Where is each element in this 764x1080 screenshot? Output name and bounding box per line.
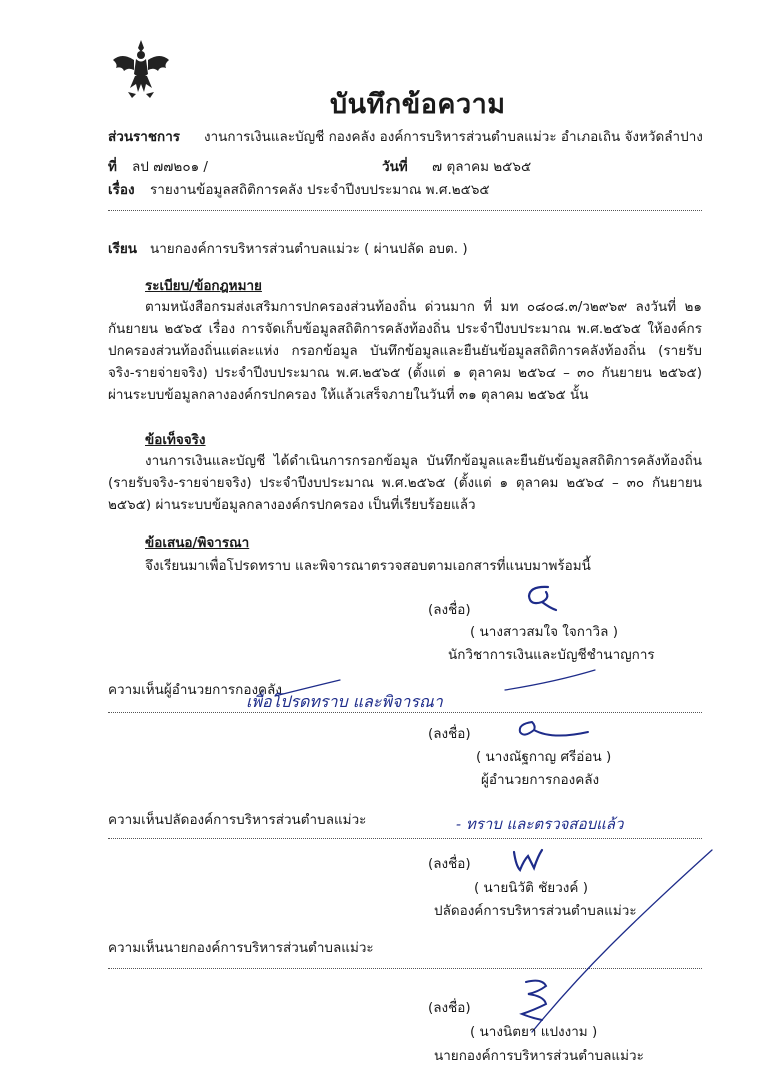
opinion-label-1: ความเห็นผู้อำนวยการกองคลัง — [108, 682, 282, 698]
signer-name-2: ( นางณัฐกาญ ศรีอ่อน ) — [476, 749, 612, 765]
regulation-text-content: ตามหนังสือกรมส่งเสริมการปกครองส่วนท้องถิ่น ด่วนมาก ที่ มท ๐๘๐๘.๓/ว๒๙๖๙ ลงวันที่ ๒๑ กันยายน ๒๕๖๕ เรื่อง การจัดเก็บข้อมูลสถิติการคลังท้องถิ่น ประจำปีงบประมาณ พ.ศ.๒๕๖๕ ให้องค์กรปกครองส่วนท้องถิ่นแต่ละแห่ง กรอกข้อมูล บันทึกข้อมูลและยืนยันข้อมูลสถิติการคลังท้องถิ่น (รายรับจริง-รายจ่ายจริง) ประจำปีงบประมาณ พ.ศ.๒๕๖๕ (ตั้งแต่ ๑ ตุลาคม ๒๕๖๔ – ๓๐ กันยายน ๒๕๖๕) ผ่านระบบข้อมูลกลางองค์กรปกครอง ให้แล้วเสร็จภายในวันที่ ๓๑ ตุลาคม ๒๕๖๕ นั้น — [108, 299, 702, 403]
pen-stroke-1 — [255, 668, 605, 698]
date-label: วันที่ — [382, 159, 408, 175]
signer-position-4: นายกองค์การบริหารส่วนตำบลแม่วะ — [434, 1048, 644, 1064]
garuda-emblem-icon — [110, 38, 172, 100]
signer-name-4: ( นางนิตยา แปงงาม ) — [470, 1024, 598, 1040]
sign-label-4: (ลงชื่อ) — [428, 1000, 471, 1016]
sign-label-3: (ลงชื่อ) — [428, 856, 471, 872]
signer-position-2: ผู้อำนวยการกองคลัง — [481, 772, 600, 788]
signer-name-3: ( นายนิวัติ ชัยวงค์ ) — [474, 880, 588, 896]
header-divider — [108, 210, 702, 211]
memo-title: บันทึกข้อความ — [330, 89, 506, 120]
opinion-handwritten-2: - ทราบ และตรวจสอบแล้ว — [456, 815, 624, 833]
regulation-text — [108, 296, 702, 406]
facts-heading: ข้อเท็จจริง — [145, 432, 206, 448]
ref-label: ที่ — [108, 159, 117, 175]
signer-name-1: ( นางสาวสมใจ ใจกาวิล ) — [470, 624, 618, 640]
proposal-text: จึงเรียนมาเพื่อโปรดทราบ และพิจารณาตรวจสอบตามเอกสารที่แนบมาพร้อมนี้ — [145, 558, 591, 574]
opinion-label-3: ความเห็นนายกองค์การบริหารส่วนตำบลแม่วะ — [108, 940, 374, 956]
date-value: ๗ ตุลาคม ๒๕๖๕ — [432, 159, 532, 175]
agency-label: ส่วนราชการ — [108, 129, 181, 145]
signature-1 — [520, 584, 560, 614]
to-label: เรียน — [108, 241, 138, 257]
subject-value: รายงานข้อมูลสถิติการคลัง ประจำปีงบประมาณ พ.ศ.๒๕๖๕ — [150, 182, 490, 198]
facts-text-content: งานการเงินและบัญชี ได้ดำเนินการกรอกข้อมูล บันทึกข้อมูลและยืนยันข้อมูลสถิติการคลังท้องถิ่น (รายรับจริง-รายจ่ายจริง) ประจำปีงบประมาณ พ.ศ.๒๕๖๕ (ตั้งแต่ ๑ ตุลาคม ๒๕๖๔ – ๓๐ กันยายน ๒๕๖๕) ผ่านระบบข้อมูลกลางองค์กรปกครอง เป็นที่เรียบร้อยแล้ว — [108, 453, 702, 513]
facts-text — [108, 450, 702, 516]
sign-label-1: (ลงชื่อ) — [428, 602, 471, 618]
agency-value: งานการเงินและบัญชี กองคลัง องค์การบริหารส่วนตำบลแม่วะ อำเภอเถิน จังหวัดลำปาง — [204, 129, 703, 145]
proposal-heading: ข้อเสนอ/พิจารณา — [145, 535, 250, 551]
ref-value: ลป ๗๗๒๐๑ / — [132, 159, 208, 175]
signature-2 — [512, 716, 592, 742]
to-value: นายกองค์การบริหารส่วนตำบลแม่วะ ( ผ่านปลัด อบต. ) — [150, 241, 468, 257]
opinion-handwritten-1: เพื่อโปรดทราบ และพิจารณา — [246, 692, 443, 711]
signature-4 — [512, 976, 560, 1024]
signer-position-3: ปลัดองค์การบริหารส่วนตำบลแม่วะ — [434, 903, 637, 919]
sign-label-2: (ลงชื่อ) — [428, 726, 471, 742]
regulation-heading: ระเบียบ/ข้อกฎหมาย — [145, 278, 262, 294]
opinion-line-2 — [108, 838, 702, 839]
subject-label: เรื่อง — [108, 182, 135, 198]
signer-position-1: นักวิชาการเงินและบัญชีชำนาญการ — [448, 647, 655, 663]
opinion-label-2: ความเห็นปลัดองค์การบริหารส่วนตำบลแม่วะ — [108, 812, 367, 828]
